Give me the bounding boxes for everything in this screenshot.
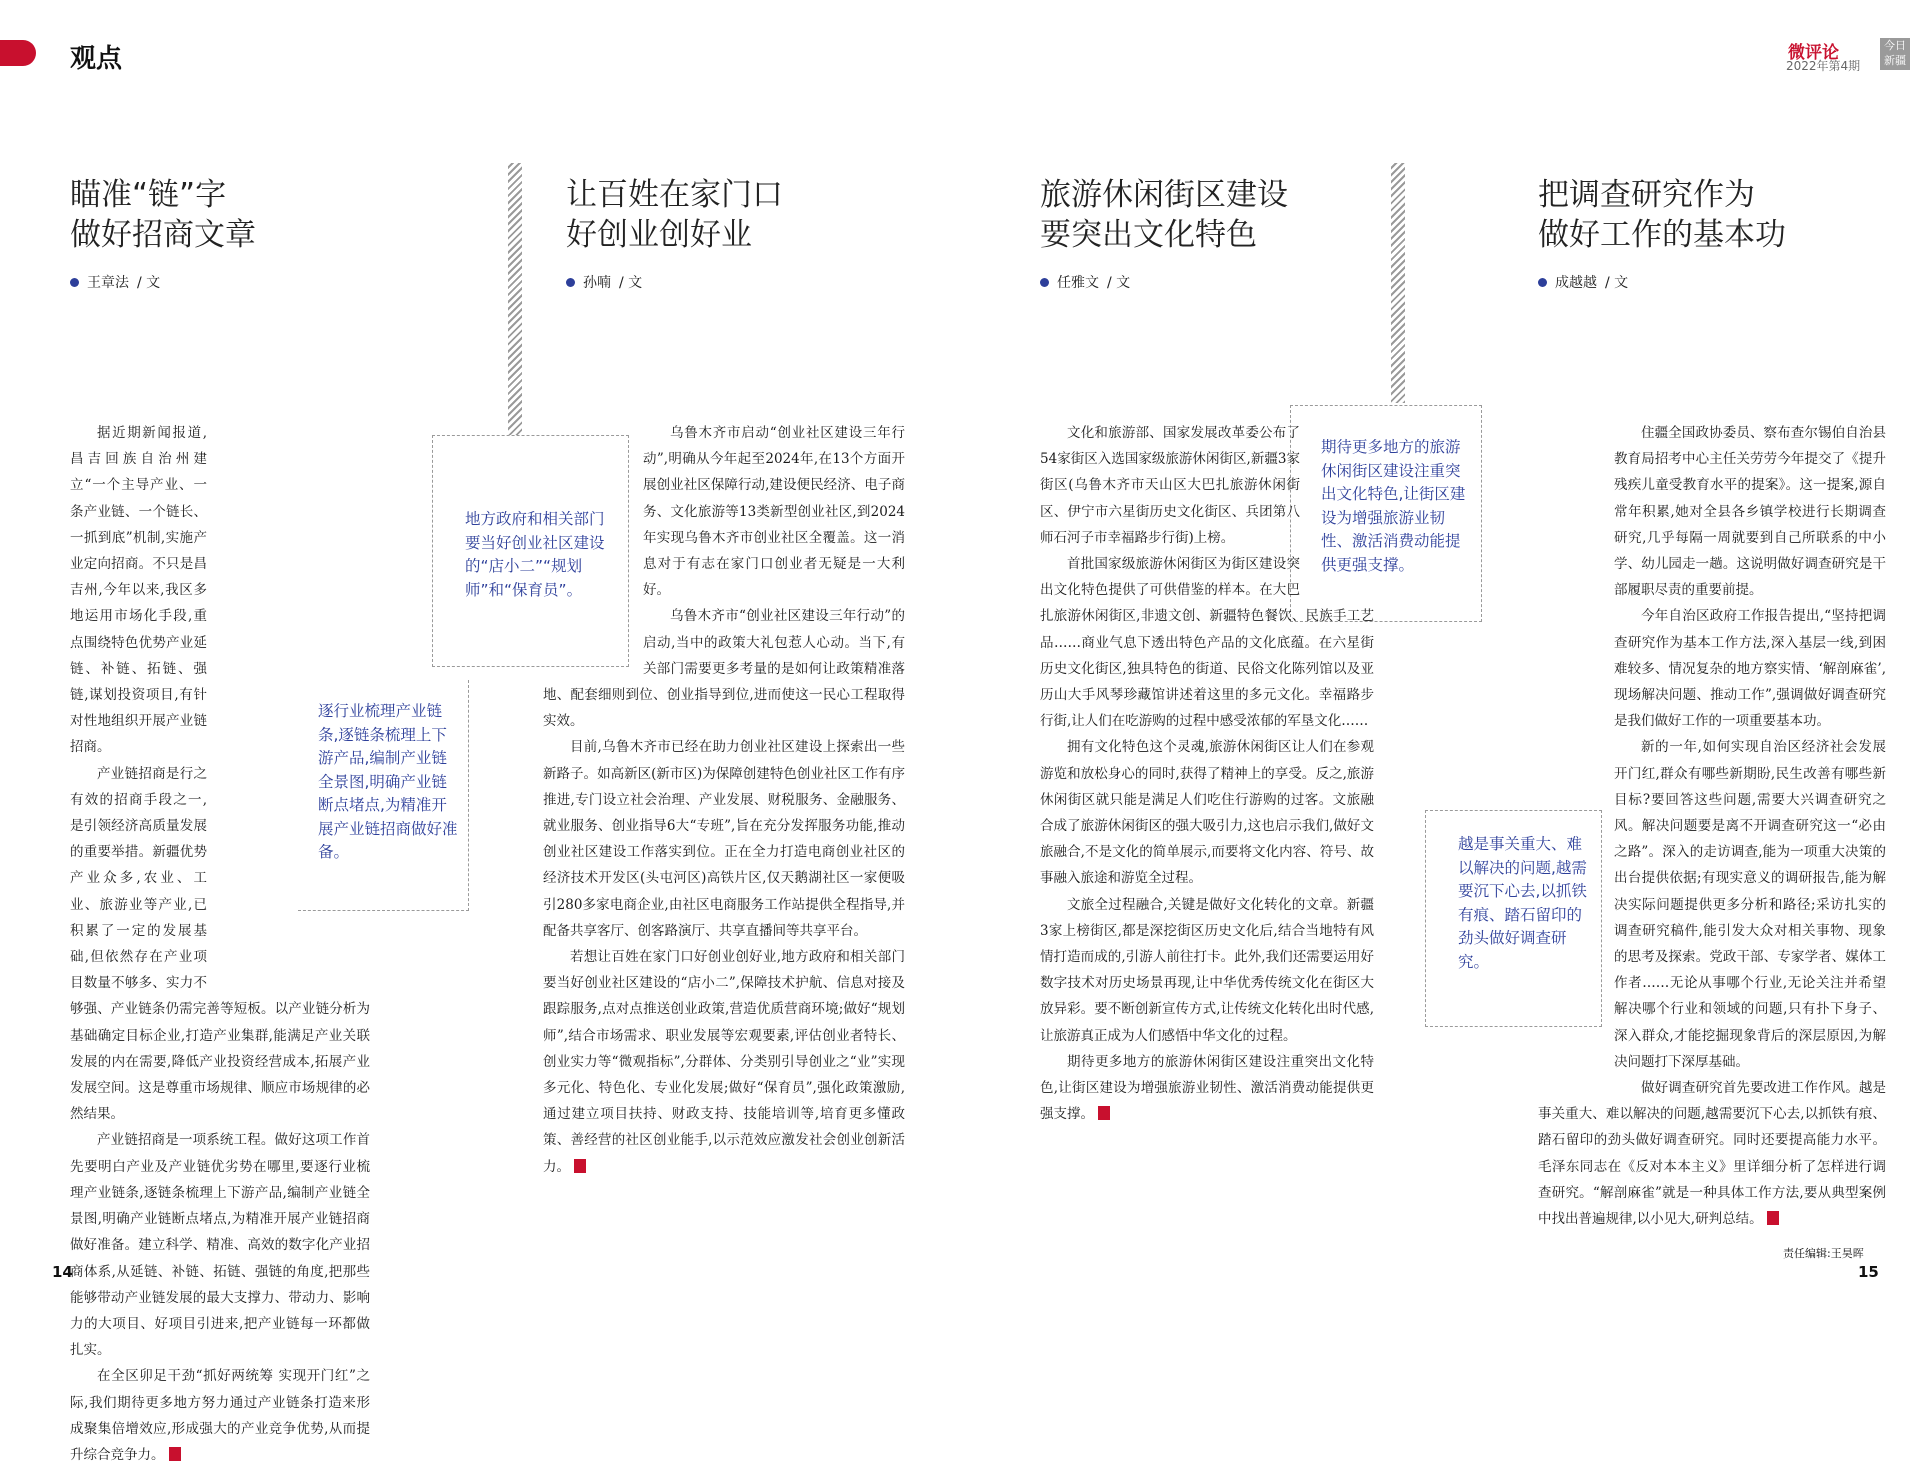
byline xyxy=(70,272,160,292)
divider-stripe-right xyxy=(1391,163,1405,403)
author-name: 任雅文 xyxy=(1057,275,1099,291)
wrap-spacer xyxy=(1538,792,1608,1082)
end-mark-icon xyxy=(1767,1211,1779,1225)
article-title xyxy=(566,175,783,255)
byline-dot-icon xyxy=(566,278,575,287)
column-brand: 微评论 xyxy=(1788,43,1839,63)
author-suffix: / 文 xyxy=(1605,275,1629,291)
section-label: 观点 xyxy=(70,44,123,74)
page-number-right: 15 xyxy=(1858,1263,1879,1281)
end-mark-icon xyxy=(169,1447,181,1461)
author-suffix: / 文 xyxy=(1107,275,1131,291)
paragraph: 乌鲁木齐市启动“创业社区建设三年行动”,明确从今年起至2024年,在13个方面开展创业社区保障行动,建设便民经济、电子商务、文化旅游等13类新型创业社区,到2024年实现乌鲁木齐市创业社区全覆盖。这一消息对于有志在家门口创业者无疑是一大利好。 xyxy=(643,425,905,599)
title-line: 把调查研究作为 xyxy=(1538,177,1755,213)
page-number-left: 14 xyxy=(52,1263,73,1281)
pullquote-text: 期待更多地方的旅游休闲街区建设注重突出文化特色,让街区建设为增强旅游业韧性、激活消费动能提供更强支撑。 xyxy=(1321,438,1466,574)
byline xyxy=(1040,272,1130,292)
paragraph: 产业链招商是行之有效的招商手段之一,是引领经济高质量发展的重要举措。新疆优势产业众多,农业、工业、旅游业等产业,已积累了一定的发展基础,但依然存在产业项目数量不够多、实力不够强、产业链条仍需完善等短板。以产业链分析为基础确定目标企业,打造产业集群,能满足产业关联发展的内在需要,降低产业投资经营成本,拓展产业发展空间。这是尊重市场规律、顺应市场规律的必然结果。 xyxy=(70,765,370,1123)
title-line: 要突出文化特色 xyxy=(1040,217,1257,253)
pullquote-box xyxy=(298,680,469,911)
article-body xyxy=(1040,420,1374,1127)
title-line: 做好工作的基本功 xyxy=(1538,217,1786,253)
title-line: 让百姓在家门口 xyxy=(566,177,783,213)
title-line: 瞄准“链”字 xyxy=(70,177,227,213)
section-tab-marker xyxy=(0,40,36,66)
title-line: 做好招商文章 xyxy=(70,217,256,253)
paragraph: 期待更多地方的旅游休闲街区建设注重突出文化特色,让街区建设为增强旅游业韧性、激活消费动能提供更强支撑。 xyxy=(1040,1053,1374,1123)
paragraph: 住疆全国政协委员、察布查尔锡伯自治县教育局招考中心主任关劳劳今年提交了《提升残疾儿童受教育水平的提案》。这一提案,源自常年积累,她对全县各乡镇学校进行长期调查研究,几乎每隔一周就要到自己所联系的中小学、幼儿园走一趟。这说明做好调查研究是干部履职尽责的重要前提。 xyxy=(1614,425,1886,599)
paragraph: 在全区卯足干劲“抓好两统筹 实现开门红”之际,我们期待更多地方努力通过产业链条打造来形成聚集倍增效应,形成强大的产业竞争优势,从而提升综合竞争力。 xyxy=(70,1368,370,1463)
title-line: 旅游休闲街区建设 xyxy=(1040,177,1288,213)
issue-number: 2022年第4期 xyxy=(1786,59,1861,73)
article-title xyxy=(1538,175,1786,255)
author-name: 孙喃 xyxy=(583,275,611,291)
paragraph: 新的一年,如何实现自治区经济社会发展开门红,群众有哪些新期盼,民生改善有哪些新目标?要回答这些问题,需要大兴调查研究之风。解决问题要是离不开调查研究这一“必由之路”。深入的走访调查,能为一项重大决策的出台提供依据;有现实意义的调研报告,能为解决实际问题提供更多分析和路径;采访扎实的调查研究稿件,能引发大众对相关事物、现象的思考及探索。党政干部、专家学者、媒体工作者……无论从事哪个行业,无论关注并希望解决哪个行业和领域的问题,只有扑下身子、深入群众,才能挖掘现象背后的深层原因,为解决问题打下深厚基础。 xyxy=(1614,739,1886,1070)
paragraph: 做好调查研究首先要改进工作作风。越是事关重大、难以解决的问题,越需要沉下心去,以抓铁有痕、踏石留印的劲头做好调查研究。同时还要提高能力水平。毛泽东同志在《反对本本主义》里详细分析了怎样进行调查研究。“解剖麻雀”就是一种具体工作方法,要从典型案例中找出普遍规律,以小见大,研判总结。 xyxy=(1538,1080,1886,1228)
paragraph: 乌鲁木齐市“创业社区建设三年行动”的启动,当中的政策大礼包惹人心动。当下,有关部门需要更多考量的是如何让政策精准落地、配套细则到位、创业指导到位,进而使这一民心工程取得实效。 xyxy=(543,608,905,730)
divider-stripe-left xyxy=(508,163,522,438)
article-title xyxy=(1040,175,1288,255)
paragraph: 文化和旅游部、国家发展改革委公布了54家街区入选国家级旅游休闲街区,新疆3家街区(乌鲁木齐市天山区大巴扎旅游休闲街区、伊宁市六星街历史文化街区、兵团第八师石河子市幸福路步行街)上榜。 xyxy=(1040,425,1300,546)
wrap-spacer xyxy=(1306,420,1374,598)
byline xyxy=(1538,272,1628,292)
magazine-logo: 今日新疆 xyxy=(1880,38,1910,70)
byline-dot-icon xyxy=(1040,278,1049,287)
paragraph: 产业链招商是一项系统工程。做好这项工作首先要明白产业及产业链优劣势在哪里,要逐行业梳理产业链条,逐链条梳理上下游产品,编制产业链全景图,明确产业链断点堵点,为精准开展产业链招商做好准备。建立科学、精准、高效的数字化产业招商体系,从延链、补链、拓链、强链的角度,把那些能够带动产业链发展的最大支撑力、带动力、影响力的大项目、好项目引进来,把产业链每一环都做扎实。 xyxy=(70,1132,370,1359)
author-suffix: / 文 xyxy=(137,275,161,291)
article-title xyxy=(70,175,256,255)
paragraph: 今年自治区政府工作报告提出,“坚持把调查研究作为基本工作方法,深入基层一线,到困难较多、情况复杂的地方察实情、‘解剖麻雀’,现场解决问题、推动工作”,强调做好调查研究是我们做好工作的一项重要基本功。 xyxy=(1614,608,1886,730)
end-mark-icon xyxy=(1098,1106,1110,1120)
paragraph: 若想让百姓在家门口好创业创好业,地方政府和相关部门要当好创业社区建设的“店小二”,保障技术护航、信息对接及跟踪服务,点对点推送创业政策,营造优质营商环境;做好“规划师”,结合市场需求、职业发展等宏观要素,评估创业者特长、创业实力等“微观指标”,分群体、分类别引导创业之“业”实现多元化、特色化、专业化发展;做好“保育员”,强化政策激励,通过建立项目扶持、财政支持、技能培训等,培育更多懂政策、善经营的社区创业能手,以示范效应激发社会创业创新活力。 xyxy=(543,949,905,1175)
end-mark-icon xyxy=(574,1159,586,1173)
paragraph: 文旅全过程融合,关键是做好文化转化的文章。新疆3家上榜街区,都是深挖街区历史文化后,结合当地特有风情打造而成的,引游人前往打卡。此外,我们还需要运用好数字技术对历史场景再现,让中华优秀传统文化在街区大放异彩。要不断创新宣传方式,让传统文化转化出时代感,让旅游真正成为人们感悟中华文化的过程。 xyxy=(1040,896,1374,1044)
article-body xyxy=(543,420,905,1180)
byline-dot-icon xyxy=(70,278,79,287)
title-line: 好创业创好业 xyxy=(566,217,752,253)
pullquote-text: 越是事关重大、难以解决的问题,越需要沉下心去,以抓铁有痕、踏石留印的劲头做好调查研究。 xyxy=(1458,835,1587,971)
pullquote-text: 地方政府和相关部门要当好创业社区建设的“店小二”“规划师”和“保育员”。 xyxy=(465,510,605,599)
paragraph: 首批国家级旅游休闲街区为街区建设突出文化特色提供了可供借鉴的样本。在大巴扎旅游休闲街区,非遗文创、新疆特色餐饮、民族手工艺品……商业气息下透出特色产品的文化底蕴。在六星街历史文化街区,独具特色的街道、民俗文化陈列馆以及亚历山大手风琴珍藏馆讲述着这里的多元文化。幸福路步行街,让人们在吃游购的过程中感受浓郁的军垦文化…… xyxy=(1040,556,1374,730)
author-name: 成越越 xyxy=(1555,275,1597,291)
pullquote-text: 逐行业梳理产业链条,逐链条梳理上下游产品,编制产业链全景图,明确产业链断点堵点,为精准开展产业链招商做好准备。 xyxy=(318,702,458,861)
article-body xyxy=(1538,420,1886,1232)
paragraph: 目前,乌鲁木齐市已经在助力创业社区建设上探索出一些新路子。如高新区(新市区)为保障创建特色创业社区工作有序推进,专门设立社会治理、产业发展、财税服务、金融服务、就业服务、创业指导6大“专班”,旨在充分发挥服务功能,推动创业社区建设工作落实到位。正在全力打造电商创业社区的经济技术开发区(头屯河区)高铁片区,仅天鹅湖社区一家便吸引280多家电商企业,由社区电商服务工作站提供全程指导,并配备共享客厅、创客路演厅、共享直播间等共享平台。 xyxy=(543,739,905,939)
paragraph: 拥有文化特色这个灵魂,旅游休闲街区让人们在参观游览和放松身心的同时,获得了精神上的享受。反之,旅游休闲街区就只能是满足人们吃住行游购的过客。文旅融合成了旅游休闲街区的强大吸引力,这也启示我们,做好文旅融合,不是文化的简单展示,而要将文化内容、符号、故事融入旅途和游览全过程。 xyxy=(1040,739,1374,887)
article-body xyxy=(70,420,370,1468)
byline-dot-icon xyxy=(1538,278,1547,287)
author-name: 王章法 xyxy=(87,275,129,291)
responsible-editor: 责任编辑:王昊晖 xyxy=(1783,1247,1864,1260)
byline xyxy=(566,272,642,292)
author-suffix: / 文 xyxy=(619,275,643,291)
wrap-spacer xyxy=(543,420,643,662)
paragraph: 据近期新闻报道,昌吉回族自治州建立“一个主导产业、一条产业链、一个链长、一抓到底”机制,实施产业定向招商。不只是昌吉州,今年以来,我区多地运用市场化手段,重点围绕特色优势产业延链、补链、拓链、强链,谋划投资项目,有针对性地组织开展产业链招商。 xyxy=(70,425,207,756)
